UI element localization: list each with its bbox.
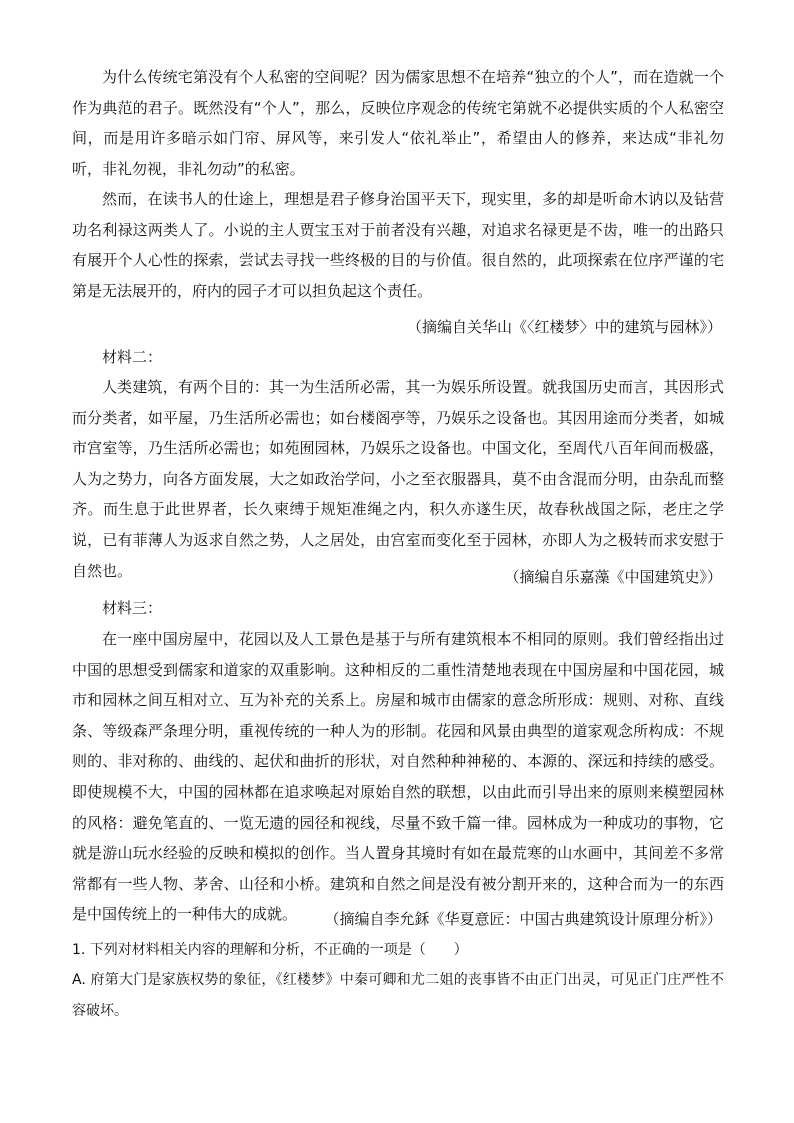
question-1-stem: 1. 下列对材料相关内容的理解和分析，不正确的一项是（ ） xyxy=(72,942,468,958)
material3-paragraph: 在一座中国房屋中，花园以及人工景色是基于与所有建筑根本不相同的原则。我们曾经指出过中国的思想受到儒家和道家的双重影响。这种相反的二重性清楚地表现在中国房屋和中国花园，城市和园林之间互相对立、互为补充的关系上。房屋和城市由儒家的意念所形成：规则、对称、直线条、等级森严条理分明，重视传统的一种人为的形制。花园和风景由典型的道家观念所构成：不规则的、非对称的、曲线的、起伏和曲折的形状，对自然种种神秘的、本源的、深远和持续的感受。即使规模不大，中国的园林都在追求唤起对原始自然的联想，以由此而引导出来的原则来模塑园林的风格：避免笔直的、一览无遗的园径和视线，尽量不致千篇一律。园林成为一种成功的事物，它就是游山玩水经验的反映和模拟的创作。当人置身其境时有如在最荒寒的山水画中，其间差不多常常都有一些人物、茅舍、山径和小桥。建筑和自然之间是没有被分割开来的，这种合而为一的东西是中国传统上的一种伟大的成就。 xyxy=(72,630,724,924)
material3-source: （摘编自李允鉌《华夏意匠：中国古典建筑设计原理分析》） xyxy=(324,910,722,928)
material1-paragraph-1: 为什么传统宅第没有个人私密的空间呢？因为儒家思想不在培养“独立的个人”，而在造就一个作为典范的君子。既然没有“个人”，那么，反映位序观念的传统宅第就不必提供实质的个人私密空间，而是用许多暗示如门帘、屏风等，来引发人“依礼举止”，希望由人的修养，来达成“非礼勿听，非礼勿视，非礼勿动”的私密。 xyxy=(72,68,724,178)
material1-paragraph-2: 然而，在读书人的仕途上，理想是君子修身治国平天下，现实里，多的却是听命木讷以及钻营功名利禄这两类人了。小说的主人贾宝玉对于前者没有兴趣，对追求名禄更是不齿，唯一的出路只有展开个人心性的探索，尝试去寻找一些终极的目的与价值。很自然的，此项探索在位序严谨的宅第是无法展开的，府内的园子才可以担负起这个责任。 xyxy=(72,190,724,300)
material2-label: 材料二： xyxy=(102,348,163,366)
material2-paragraph: 人类建筑，有两个目的：其一为生活所必需，其一为娱乐所设置。就我国历史而言，其因形式而分类者，如平屋，乃生活所必需也；如台楼阁亭等，乃娱乐之设备也。其因用途而分类者，如城市宫室等，乃生活所必需也；如苑囿园林，乃娱乐之设备也。中国文化，至周代八百年间而极盛，人为之势力，向各方面发展，大之如政治学问，小之至衣服器具，莫不由含混而分明，由杂乱而整齐。而生息于此世界者，长久柬缚于规矩准绳之内，积久亦遂生厌，故春秋战国之际，老庄之学说，已有菲薄人为返求自然之势，人之居处，由宫室而变化至于园林，亦即人为之极转而求安慰于自然也。 xyxy=(72,378,724,580)
material3-label: 材料三： xyxy=(102,599,163,617)
material1-source: （摘编自关华山《〈红楼梦〉中的建筑与园林》） xyxy=(406,318,722,336)
question-1-option-a: A. 府第大门是家族权势的象征，《红楼梦》中秦可卿和尤二姐的丧事皆不由正门出灵，可见正门庄严性不容破坏。 xyxy=(72,972,724,1019)
material2-source: （摘编自乐嘉藻《中国建筑史》） xyxy=(504,568,722,586)
